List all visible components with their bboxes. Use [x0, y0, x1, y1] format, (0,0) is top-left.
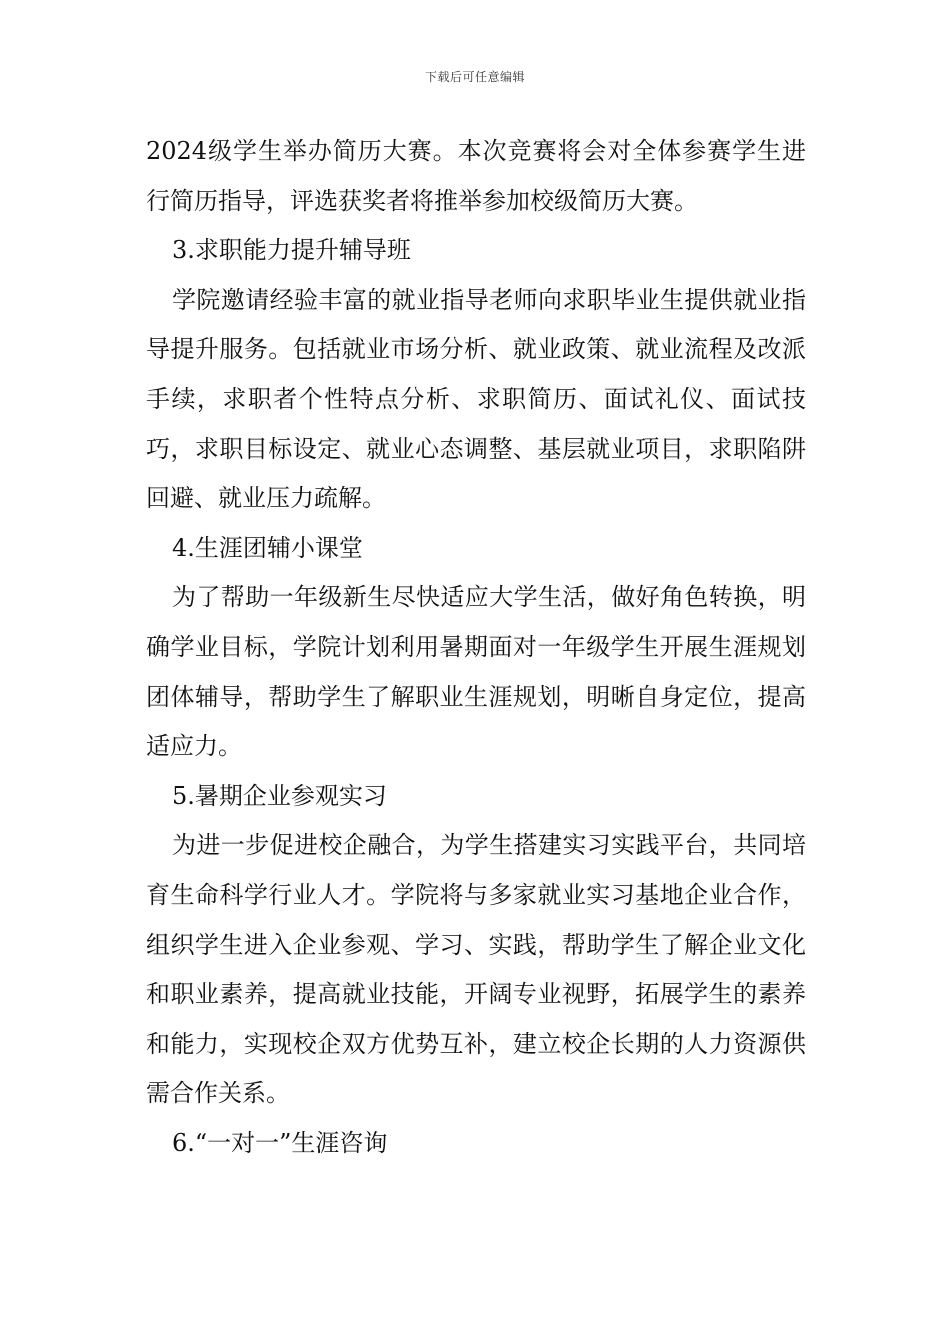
section-heading-3: 3.求职能力提升辅导班	[172, 236, 411, 265]
section-heading-6: 6.“一对一”生涯咨询	[172, 1128, 388, 1157]
paragraph-3: 学院邀请经验丰富的就业指导老师向求职毕业生提供就业指导提升服务。包括就业市场分析、就业政策、就业流程及改派手续，求职者个性特点分析、求职简历、面试礼仪、面试技巧，求职目标设定、就业心态调整、基层就业项目，求职陷阱回避、就业压力疏解。	[146, 285, 806, 513]
section-heading-4: 4.生涯团辅小课堂	[172, 533, 363, 562]
header-note: 下载后可任意编辑	[424, 70, 525, 84]
section-heading-5: 5.暑期企业参观实习	[172, 781, 387, 810]
paragraph-5: 为进一步促进校企融合，为学生搭建实习实践平台，共同培育生命科学行业人才。学院将与多家就业实习基地企业合作，组织学生进入企业参观、学习、实践，帮助学生了解企业文化和职业素养，提高就业技能，开阔专业视野，拓展学生的素养和能力，实现校企双方优势互补，建立校企长期的人力资源供需合作关系。	[146, 831, 806, 1108]
paragraph-4: 为了帮助一年级新生尽快适应大学生活，做好角色转换，明确学业目标，学院计划利用暑期面对一年级学生开展生涯规划团体辅导，帮助学生了解职业生涯规划，明晰自身定位，提高适应力。	[146, 583, 806, 761]
document-body	[146, 127, 806, 1168]
paragraph-intro: 2024级学生举办简历大赛。本次竞赛将会对全体参赛学生进行简历指导，评选获奖者将推举参加校级简历大赛。	[146, 137, 806, 215]
